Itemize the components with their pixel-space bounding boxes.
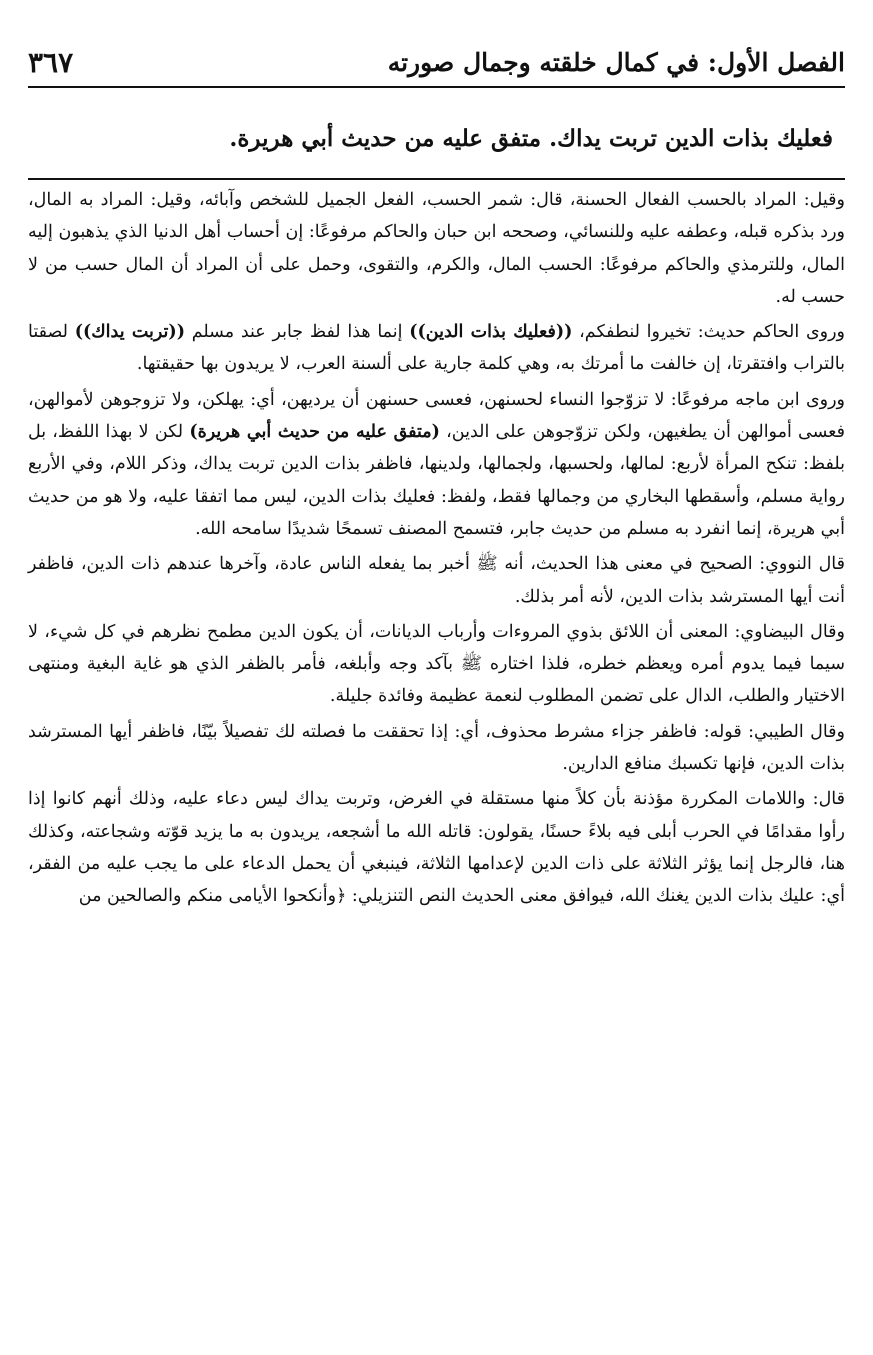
text-run: لكن لا بهذا اللفظ، بل بلفظ: تنكح المرأة لأربع: لمالها، ولحسبها، ولجمالها، ولدينها، فاظفر بذات الدين تربت يداك، وذكر اللام، وفي الأربع رواية مسلم، وأسقطها البخاري من وجمالها فقط، ولفظ: فعليك بذات الدين، ليس مما اتفقا عليه، ولا هو من حديث أبي هريرة، إنما انفرد به مسلم من حديث جابر، فتسمح المصنف تسمحًا شديدًا سامحه الله. bbox=[28, 422, 845, 539]
paragraph bbox=[28, 384, 845, 545]
page-number: ٣٦٧ bbox=[28, 45, 74, 79]
paragraph bbox=[28, 316, 845, 381]
text-run: قال: واللامات المكررة مؤذنة بأن كلاً منها مستقلة في الغرض، وتربت يداك ليس دعاء عليه، وذلك أنهم كانوا إذا رأوا مقدامًا في الحرب أبلى فيه بلاءً حسنًا، يقولون: قاتله الله ما أشجعه، يريدون به ما يزيد قوّته وشجاعته، وكذلك هنا، فالرجل إنما يؤثر الثلاثة على ذات الدين لإعدامها الثلاثة، فينبغي أن يحمل الدعاء على ما يجب عليه من الفقر، أي: عليك بذات الدين يغنك الله، فيوافق معنى الحديث النص التنزيلي: ﴿وأنكحوا الأيامى منكم والصالحين من bbox=[28, 789, 845, 907]
footnote-divider bbox=[28, 178, 845, 180]
chapter-title: الفصل الأول: في كمال خلقته وجمال صورته bbox=[387, 47, 845, 77]
text-run: وروى ابن ماجه مرفوعًا: لا تزوّجوا النساء لحسنهن، فعسى حسنهن أن يرديهن، أي: يهلكن، ولا تزوجوهن لأموالهن، فعسى أموالهن أن يطغيهن، ولكن تزوّجوهن على الدين، bbox=[28, 389, 845, 443]
text-run: قال النووي: الصحيح في معنى هذا الحديث، أنه ﷺ أخبر بما يفعله الناس عادة، وآخرها عندهم ذات الدين، فاظفر أنت أيها المسترشد بذات الدين، لأنه أمر بذلك. bbox=[28, 554, 845, 607]
page-header bbox=[28, 38, 845, 88]
text-run: وقيل: المراد بالحسب الفعال الحسنة، قال: شمر الحسب، الفعل الجميل للشخص وآبائه، وقيل: المراد به المال، ورد بذكره قبله، وعطفه عليه وللنسائي، وصححه ابن حبان والحاكم مرفوعًا: إن أحساب أهل الدنيا الذي يذهبون إليه المال، وللترمذي والحاكم مرفوعًا: الحسب المال، والكرم، والتقوى، وحمل على أن المراد أن المال حسب من لا حسب له. bbox=[28, 190, 845, 307]
bold-quote: ((تربت يداك)) bbox=[74, 322, 185, 343]
bold-quote: (متفق عليه من حديث أبي هريرة) bbox=[189, 422, 440, 443]
text-run: وروى الحاكم حديث: تخيروا لنطفكم، bbox=[572, 322, 845, 343]
paragraph bbox=[28, 783, 845, 912]
paragraph bbox=[28, 548, 845, 613]
quoted-hadith: فعليك بذات الدين تربت يداك. متفق عليه من حديث أبي هريرة. bbox=[229, 125, 833, 152]
paragraph bbox=[28, 184, 845, 313]
text-run: لصقتا بالتراب وافتقرتا، إن خالفت ما أمرتك به، وهي كلمة جارية على ألسنة العرب، لا يريدون بها حقيقتها. bbox=[28, 322, 845, 375]
text-run: وقال البيضاوي: المعنى أن اللائق بذوي المروءات وأرباب الديانات، أن يكون الدين مطمح نظرهم في كل شيء، لا سيما فيما يدوم أمره ويعظم خطره، فلذا اختاره ﷺ بآكد وجه وأبلغه، فأمر بالظفر الذي هو غاية البغية ومنتهى الاختيار والطلب، الدال على تضمن المطلوب لنعمة عظيمة وفائدة جليلة. bbox=[28, 621, 845, 707]
commentary-text bbox=[28, 184, 845, 916]
text-run: وقال الطيبي: قوله: فاظفر جزاء مشرط محذوف، أي: إذا تحققت ما فصلته لك تفصيلاً بيّنًا، فاظفر أيها المسترشد بذات الدين، فإنها تكسبك منافع الدارين. bbox=[28, 721, 845, 775]
bold-quote: ((فعليك بذات الدين)) bbox=[409, 322, 573, 343]
paragraph bbox=[28, 716, 845, 781]
paragraph bbox=[28, 616, 845, 713]
text-run: إنما هذا لفظ جابر عند مسلم bbox=[184, 322, 410, 343]
